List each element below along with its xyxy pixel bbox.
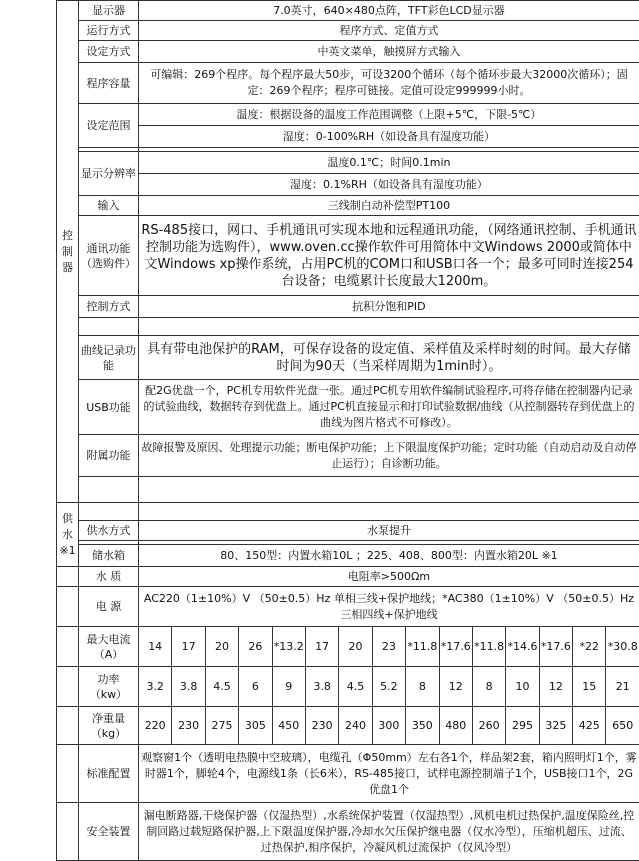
- max-current-cell: 17: [172, 627, 205, 667]
- row-water-tank: [57, 545, 639, 567]
- power-kw-cell: 8: [406, 667, 439, 707]
- max-current-cell: *11.8: [406, 627, 439, 667]
- row-water-quality: [57, 567, 639, 587]
- spacer-cell: [79, 477, 139, 503]
- value-input: 三线制白动补偿型PT100: [139, 196, 639, 216]
- max-current-cell: 26: [239, 627, 272, 667]
- max-current-cell: *13.2: [272, 627, 305, 667]
- row-max-current: [57, 627, 639, 667]
- section-water-label: 供 水 ※1: [57, 503, 79, 567]
- power-kw-cell: 10: [506, 667, 539, 707]
- spacer-row: [57, 477, 639, 503]
- value-display: 7.0英寸，640×480点阵，TFT彩色LCD显示器: [139, 1, 639, 21]
- power-kw-cell: 3.8: [172, 667, 205, 707]
- label-resolution: 显示分辨率: [79, 152, 139, 196]
- net-weight-cell: 230: [172, 707, 205, 745]
- left-margin: [0, 0, 56, 837]
- value-program-capacity: 可编辑：269个程序。每个程序最大50步，可设3200个循环（每个循环步最大32000次循环）；固定：269个程序；程序可链接。定值可设定999999小时。: [139, 63, 639, 104]
- value-water-quality: 电阻率>500Ωm: [139, 567, 639, 587]
- row-comm: [57, 216, 639, 296]
- spec-table: [56, 0, 639, 861]
- power-kw-cell: 6: [239, 667, 272, 707]
- label-water-supply: 供水方式: [79, 521, 139, 541]
- label-net-weight: 净重量 （kg）: [79, 707, 139, 745]
- row-power-kw: [57, 667, 639, 707]
- row-safety: [57, 803, 639, 861]
- max-current-cell: *22: [573, 627, 606, 667]
- value-standard-config: 观察窗1个（透明电热膜中空玻璃），电缆孔（Φ50mm）左右各1个，样品架2套，箱内照明灯1个，雾时器1个，脚轮4个，电源线1条（长6米），RS-485接口，试样电源控制端子1个，USB接口1个，2G优盘1个: [139, 745, 639, 803]
- label-curve-record: 曲线记录功 能: [79, 336, 139, 380]
- spacer-row: [57, 318, 639, 336]
- max-current-cell: *17.6: [539, 627, 572, 667]
- value-curve-record: 具有带电池保护的RAM，可保存设备的设定值、采样值及采样时刻的时间。最大存储时间为90天（当采样周期为1min时）。: [139, 336, 639, 380]
- spacer-cell: [79, 503, 139, 521]
- row-accessory: [57, 435, 639, 477]
- power-kw-cell: 4.5: [339, 667, 372, 707]
- label-run-mode: 运行方式: [79, 21, 139, 41]
- max-current-cell: 17: [305, 627, 338, 667]
- net-weight-cell: 240: [339, 707, 372, 745]
- row-standard-config: [57, 745, 639, 803]
- row-setting-mode: [57, 41, 639, 63]
- max-current-cell: 23: [372, 627, 405, 667]
- label-power: 电 源: [79, 587, 139, 627]
- label-input: 输入: [79, 196, 139, 216]
- label-control-mode: 控制方式: [79, 296, 139, 318]
- label-power-kw: 功率 （kw）: [79, 667, 139, 707]
- max-current-cell: 14: [139, 627, 172, 667]
- value-water-supply: 水泵提升: [139, 521, 639, 541]
- row-power: [57, 587, 639, 627]
- spacer-cell: [139, 318, 639, 336]
- max-current-cell: *11.8: [472, 627, 505, 667]
- label-accessory: 附属功能: [79, 435, 139, 477]
- value-comm: RS-485接口，网口、手机通讯可实现本地和远程通讯功能，（网络通讯控制、手机通讯控制功能为选购件），www.oven.cc操作软件可用简体中文Windows 2000或简体中文Windows xp操作系统，占用PC机的COM口和USB口各一个；最多可同时连接254台设备；电缆累计长度最大1200m。: [139, 216, 639, 296]
- row-run-mode: [57, 21, 639, 41]
- spacer-cell: [139, 503, 639, 521]
- value-setting-range-temp: 温度：根据设备的温度工作范围调整（上限+5℃，下限-5℃）: [139, 104, 639, 126]
- row-net-weight: [57, 707, 639, 745]
- net-weight-cell: 450: [272, 707, 305, 745]
- row-curve-record: [57, 336, 639, 380]
- spacer-cell: [139, 477, 639, 503]
- label-safety: 安全装置: [79, 803, 139, 861]
- value-setting-mode: 中英文菜单，触摸屏方式输入: [139, 41, 639, 63]
- net-weight-cell: 480: [439, 707, 472, 745]
- power-kw-cell: 5.2: [372, 667, 405, 707]
- spacer-row: [57, 503, 639, 521]
- value-resolution-humidity: 湿度：0.1%RH（如设备具有湿度功能）: [139, 174, 639, 196]
- label-program-capacity: 程序容量: [79, 63, 139, 104]
- value-safety: 漏电断路器,干烧保护器（仅湿热型）,水系统保护装置（仅湿热型）,风机电机过热保护,温度保险丝,控制回路过载短路保护器,上下限温度保护器,冷却水欠压保护继电器（仅水冷型），压缩机超压、过流、过热保护,相序保护，冷凝风机过流保护（仅风冷型）: [139, 803, 639, 861]
- power-kw-cell: 4.5: [205, 667, 238, 707]
- blank-section-cell: [57, 745, 79, 803]
- row-setting-range-temp: [57, 104, 639, 126]
- power-kw-cell: 3.8: [305, 667, 338, 707]
- max-current-cell: *14.6: [506, 627, 539, 667]
- net-weight-cell: 260: [472, 707, 505, 745]
- row-resolution-humidity: [57, 174, 639, 196]
- blank-section-cell: [57, 567, 79, 587]
- section-controller-label: 控 制 器: [57, 1, 79, 503]
- row-setting-range-humidity: [57, 126, 639, 148]
- value-control-mode: 抗积分饱和PID: [139, 296, 639, 318]
- net-weight-cell: 650: [606, 707, 639, 745]
- row-display: [57, 1, 639, 21]
- power-kw-cell: 8: [472, 667, 505, 707]
- row-resolution-temp: [57, 152, 639, 174]
- spacer-cell: [79, 318, 139, 336]
- net-weight-cell: 230: [305, 707, 338, 745]
- row-input: [57, 196, 639, 216]
- net-weight-cell: 300: [372, 707, 405, 745]
- net-weight-cell: 305: [239, 707, 272, 745]
- value-usb: 配2G优盘一个，PC机专用软件光盘一张。通过PC机专用软件编制试验程序,可将存储在控制器内记录的试验曲线，数据转存到优盘上。通过PC机直接显示和打印试验数据/曲线（从控制器转存到优盘上的曲线为图片格式不可修改）。: [139, 380, 639, 435]
- label-water-tank: 储水箱: [79, 545, 139, 567]
- row-water-supply: [57, 521, 639, 541]
- net-weight-cell: 350: [406, 707, 439, 745]
- value-accessory: 故障报警及原因、处理提示功能；断电保护功能；上下限温度保护功能；定时功能（自动启动及自动停止运行）；自诊断功能。: [139, 435, 639, 477]
- blank-section-cell: [57, 707, 79, 745]
- power-kw-cell: 3.2: [139, 667, 172, 707]
- value-run-mode: 程序方式、定值方式: [139, 21, 639, 41]
- label-max-current: 最大电流 （A）: [79, 627, 139, 667]
- net-weight-cell: 220: [139, 707, 172, 745]
- value-setting-range-humidity: 湿度：0-100%RH（如设备具有湿度功能）: [139, 126, 639, 148]
- net-weight-cell: 425: [573, 707, 606, 745]
- max-current-cell: 20: [339, 627, 372, 667]
- row-usb: [57, 380, 639, 435]
- value-power: AC220（1±10%）V （50±0.5）Hz 单相三线+保护地线；*AC380（1±10%）V （50±0.5）Hz 三相四线+保护地线: [139, 587, 639, 627]
- label-comm: 通讯功能 （选购件）: [79, 216, 139, 296]
- label-water-quality: 水 质: [79, 567, 139, 587]
- max-current-cell: *30.8: [606, 627, 639, 667]
- label-standard-config: 标准配置: [79, 745, 139, 803]
- value-resolution-temp: 温度0.1℃；时间0.1min: [139, 152, 639, 174]
- label-display: 显示器: [79, 1, 139, 21]
- blank-section-cell: [57, 627, 79, 667]
- power-kw-cell: 21: [606, 667, 639, 707]
- row-program-capacity: [57, 63, 639, 104]
- blank-section-cell: [57, 667, 79, 707]
- value-water-tank: 80、150型：内置水箱10L ；225、408、800型：内置水箱20L ※1: [139, 545, 639, 567]
- power-kw-cell: 15: [573, 667, 606, 707]
- power-kw-cell: 12: [439, 667, 472, 707]
- label-setting-mode: 设定方式: [79, 41, 139, 63]
- max-current-cell: 20: [205, 627, 238, 667]
- label-setting-range: 设定范围: [79, 104, 139, 148]
- label-usb: USB功能: [79, 380, 139, 435]
- blank-section-cell: [57, 587, 79, 627]
- power-kw-cell: 12: [539, 667, 572, 707]
- net-weight-cell: 295: [506, 707, 539, 745]
- net-weight-cell: 275: [205, 707, 238, 745]
- max-current-cell: *17.6: [439, 627, 472, 667]
- row-control-mode: [57, 296, 639, 318]
- net-weight-cell: 325: [539, 707, 572, 745]
- power-kw-cell: 9: [272, 667, 305, 707]
- blank-section-cell: [57, 803, 79, 861]
